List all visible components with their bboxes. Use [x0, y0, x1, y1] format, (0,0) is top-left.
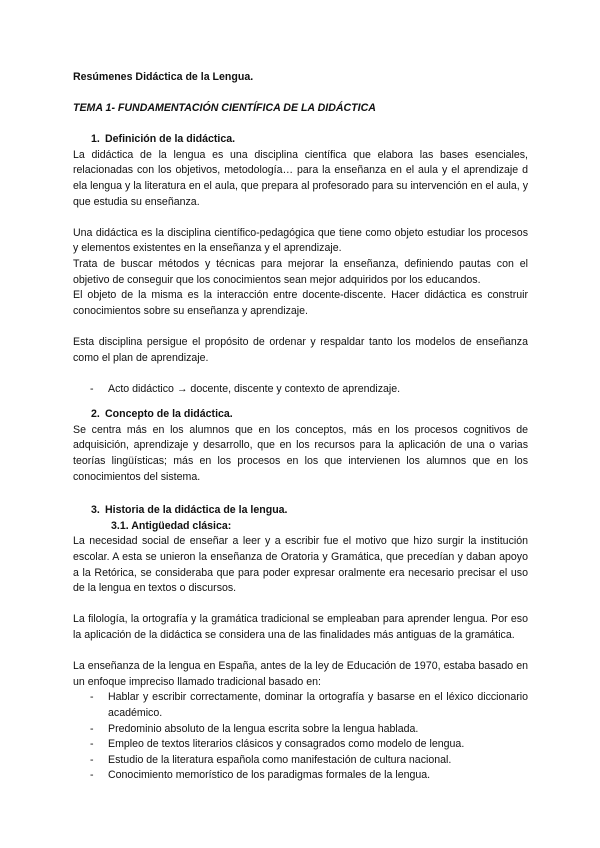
document-page — [73, 70, 528, 784]
list-item — [73, 768, 528, 784]
section-1-paragraph-2a: Una didáctica es la disciplina científico-pedagógica que tiene como objeto estudiar los procesos y elementos existentes en la enseñanza y el aprendizaje. — [73, 226, 528, 255]
list-item — [73, 690, 528, 721]
list-item-text: Hablar y escribir correctamente, dominar la ortografía y basarse en el léxico diccionario académico. — [108, 691, 528, 719]
section-2-number: 2. — [91, 408, 100, 421]
section-1-paragraph-3: Esta disciplina persigue el propósito de ordenar y respaldar tanto los modelos de enseñanza como el plan de aprendizaje. — [73, 335, 528, 364]
list-item-text: Conocimiento memorístico de los paradigmas formales de la lengua. — [108, 769, 431, 782]
section-1-number: 1. — [91, 133, 100, 146]
dash-marker: - — [90, 722, 94, 735]
list-item-text: Estudio de la literatura española como manifestación de cultura nacional. — [108, 753, 452, 766]
list-item — [73, 382, 528, 398]
dash-marker: - — [90, 691, 94, 704]
section-1-paragraph-1: La didáctica de la lengua es una disciplina científica que elabora las bases esenciales, relacionadas con los objetivos, metodología… para la enseñanza en el aula y el aprendizaje d ela lengua y la literatura en el aula, que prepara al profesorado para su intervención en el aula, y que estudia su enseñanza. — [73, 148, 528, 208]
dash-marker: - — [90, 382, 94, 395]
section-3-list — [73, 690, 528, 784]
list-item-text: Empleo de textos literarios clásicos y consagrados como modelo de lengua. — [108, 738, 465, 751]
dash-marker: - — [90, 738, 94, 751]
section-3-paragraph-1: La necesidad social de enseñar a leer y a escribir fue el motivo que hizo surgir la institución escolar. A esta se unieron la enseñanza de Oratoria y Gramática, que precedían y daban apoyo a la Retórica, se consideraba que para poder expresar oralmente era necesario precisar el uso de la lengua en textos o discursos. — [73, 535, 528, 595]
dash-marker: - — [90, 753, 94, 766]
list-item-text: Predominio absoluto de la lengua escrita sobre la lengua hablada. — [108, 722, 419, 735]
section-1-paragraph-2c: El objeto de la misma es la interacción entre docente-discente. Hacer didáctica es construir conocimientos sobre su enseñanza y aprendizaje. — [73, 289, 528, 317]
list-item — [73, 722, 528, 738]
section-2-heading — [73, 407, 528, 423]
list-item — [73, 737, 528, 753]
section-2-paragraph-1: Se centra más en los alumnos que en los conceptos, más en los procesos cognitivos de adquisición, aprendizaje y desarrollo, que en los recursos para la aplicación de una o varias teorías lingüísticas; más en los procesos en los que intervienen los alumnos que en los conocimientos del sistema. — [73, 423, 528, 483]
list-item — [73, 753, 528, 769]
section-3-number: 3. — [91, 504, 100, 517]
document-title: Resúmenes Didáctica de la Lengua. — [73, 71, 254, 83]
section-2-title: Concepto de la didáctica. — [105, 408, 233, 421]
dash-marker: - — [90, 769, 94, 782]
section-3-paragraph-3: La enseñanza de la lengua en España, antes de la ley de Educación de 1970, estaba basado en un enfoque impreciso llamado tradicional basado en: — [73, 660, 528, 688]
section-1-list — [73, 382, 528, 398]
section-3-1-heading: 3.1. Antigüedad clásica: — [111, 519, 232, 532]
section-1-heading — [73, 132, 528, 148]
list-item-text: Acto didáctico → docente, discente y contexto de aprendizaje. — [108, 382, 401, 395]
section-1-paragraph-2b: Trata de buscar métodos y técnicas para mejorar la enseñanza, definiendo pautas con el objetivo de conseguir que los conocimientos sean mejor adquiridos por los educandos. — [73, 257, 528, 286]
tema-heading: TEMA 1- FUNDAMENTACIÓN CIENTÍFICA DE LA DIDÁCTICA — [73, 101, 376, 114]
section-1-title: Definición de la didáctica. — [105, 133, 236, 146]
section-3-title: Historia de la didáctica de la lengua. — [105, 504, 288, 517]
section-3-paragraph-2: La filología, la ortografía y la gramática tradicional se empleaban para aprender lengua. Por eso la aplicación de la didáctica se considera una de las finalidades más antiguas de la gramática. — [73, 613, 528, 641]
section-3-heading — [73, 503, 528, 519]
